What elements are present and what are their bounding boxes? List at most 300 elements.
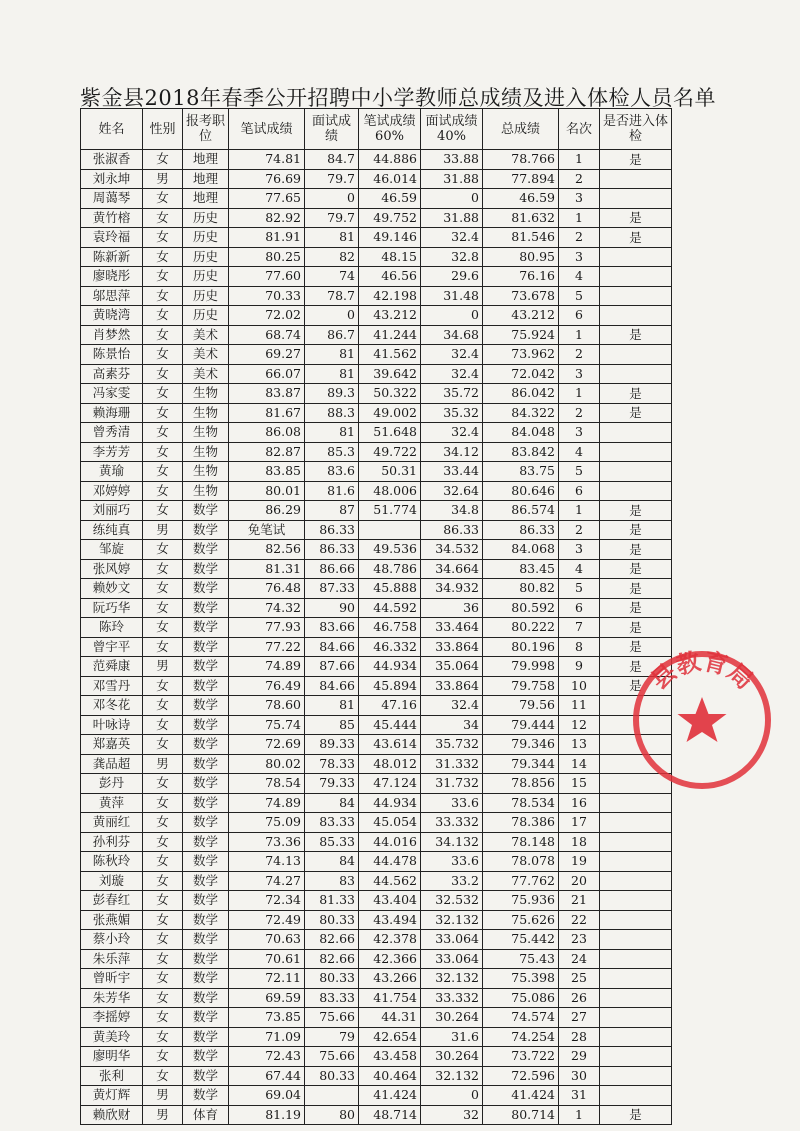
cell-subject: 数学 (183, 1086, 229, 1106)
cell-gender: 女 (143, 1066, 183, 1086)
cell-written-score: 82.92 (229, 208, 305, 228)
cell-total-score: 81.632 (483, 208, 559, 228)
cell-rank: 23 (559, 930, 600, 950)
cell-name: 邓雪丹 (81, 676, 143, 696)
table-row (81, 657, 672, 677)
cell-interview-40: 86.33 (421, 520, 483, 540)
cell-total-score: 75.442 (483, 930, 559, 950)
cell-interview-40: 30.264 (421, 1047, 483, 1067)
cell-physical-exam: 是 (600, 208, 672, 228)
cell-written-score: 74.81 (229, 150, 305, 170)
cell-total-score: 78.078 (483, 852, 559, 872)
cell-physical-exam: 是 (600, 598, 672, 618)
cell-rank: 1 (559, 150, 600, 170)
cell-written-score: 81.19 (229, 1105, 305, 1125)
cell-written-score: 77.22 (229, 637, 305, 657)
cell-total-score: 75.626 (483, 910, 559, 930)
cell-physical-exam (600, 364, 672, 384)
cell-rank: 2 (559, 169, 600, 189)
cell-written-score: 72.43 (229, 1047, 305, 1067)
cell-total-score: 73.722 (483, 1047, 559, 1067)
cell-name: 廖晓彤 (81, 267, 143, 287)
cell-name: 邹旋 (81, 540, 143, 560)
table-row (81, 1027, 672, 1047)
official-seal (627, 645, 777, 795)
cell-written-60: 41.562 (359, 345, 421, 365)
cell-interview-score: 80.33 (305, 969, 359, 989)
cell-written-60: 46.014 (359, 169, 421, 189)
header-total-score: 总成绩 (483, 109, 559, 150)
cell-written-score: 75.74 (229, 715, 305, 735)
cell-rank: 3 (559, 423, 600, 443)
cell-name: 黄丽红 (81, 813, 143, 833)
cell-written-60: 43.212 (359, 306, 421, 326)
cell-written-score: 69.04 (229, 1086, 305, 1106)
cell-written-60: 43.404 (359, 891, 421, 911)
cell-gender: 女 (143, 949, 183, 969)
cell-written-score: 82.87 (229, 442, 305, 462)
cell-written-score: 78.54 (229, 774, 305, 794)
cell-gender: 女 (143, 793, 183, 813)
table-row (81, 696, 672, 716)
cell-rank: 7 (559, 618, 600, 638)
cell-physical-exam: 是 (600, 676, 672, 696)
cell-interview-score: 81 (305, 696, 359, 716)
cell-interview-score: 83.33 (305, 988, 359, 1008)
cell-total-score: 73.678 (483, 286, 559, 306)
cell-written-60: 51.774 (359, 501, 421, 521)
cell-written-60: 42.378 (359, 930, 421, 950)
cell-name: 张淑香 (81, 150, 143, 170)
table-row (81, 637, 672, 657)
table-row (81, 1066, 672, 1086)
cell-gender: 女 (143, 364, 183, 384)
cell-subject: 数学 (183, 1047, 229, 1067)
cell-gender: 女 (143, 189, 183, 209)
cell-written-score: 76.48 (229, 579, 305, 599)
cell-name: 郑嘉英 (81, 735, 143, 755)
cell-subject: 数学 (183, 579, 229, 599)
header-rank: 名次 (559, 109, 600, 150)
cell-interview-40: 32.4 (421, 345, 483, 365)
cell-name: 练纯真 (81, 520, 143, 540)
cell-interview-score: 84 (305, 852, 359, 872)
cell-subject: 数学 (183, 891, 229, 911)
cell-written-score: 86.29 (229, 501, 305, 521)
cell-interview-40: 33.064 (421, 930, 483, 950)
cell-physical-exam (600, 969, 672, 989)
table-row (81, 228, 672, 248)
cell-name: 肖梦然 (81, 325, 143, 345)
cell-interview-score: 84 (305, 793, 359, 813)
cell-written-60 (359, 520, 421, 540)
cell-total-score: 79.344 (483, 754, 559, 774)
cell-written-score: 69.59 (229, 988, 305, 1008)
cell-gender: 女 (143, 969, 183, 989)
cell-interview-40: 35.32 (421, 403, 483, 423)
cell-name: 刘丽巧 (81, 501, 143, 521)
cell-gender: 女 (143, 618, 183, 638)
cell-interview-40: 32.132 (421, 1066, 483, 1086)
cell-written-score: 77.60 (229, 267, 305, 287)
cell-written-60: 40.464 (359, 1066, 421, 1086)
cell-total-score: 80.714 (483, 1105, 559, 1125)
cell-physical-exam (600, 286, 672, 306)
cell-name: 黄灯辉 (81, 1086, 143, 1106)
cell-interview-40: 32.132 (421, 910, 483, 930)
cell-interview-40: 34.12 (421, 442, 483, 462)
cell-subject: 数学 (183, 793, 229, 813)
cell-written-60: 48.006 (359, 481, 421, 501)
cell-written-60: 50.322 (359, 384, 421, 404)
cell-physical-exam: 是 (600, 384, 672, 404)
cell-interview-40: 34.8 (421, 501, 483, 521)
table-row (81, 267, 672, 287)
cell-rank: 31 (559, 1086, 600, 1106)
cell-written-score: 72.02 (229, 306, 305, 326)
table-row (81, 559, 672, 579)
cell-rank: 17 (559, 813, 600, 833)
table-row (81, 442, 672, 462)
cell-name: 刘璇 (81, 871, 143, 891)
cell-subject: 生物 (183, 384, 229, 404)
cell-physical-exam: 是 (600, 559, 672, 579)
cell-rank: 3 (559, 540, 600, 560)
cell-rank: 5 (559, 579, 600, 599)
cell-gender: 男 (143, 754, 183, 774)
cell-subject: 数学 (183, 969, 229, 989)
cell-physical-exam (600, 345, 672, 365)
table-row (81, 150, 672, 170)
cell-subject: 历史 (183, 228, 229, 248)
cell-interview-40: 33.44 (421, 462, 483, 482)
cell-interview-score: 83.33 (305, 813, 359, 833)
cell-subject: 数学 (183, 540, 229, 560)
cell-interview-40: 31.48 (421, 286, 483, 306)
cell-rank: 4 (559, 559, 600, 579)
cell-interview-score: 81 (305, 423, 359, 443)
cell-written-score: 81.91 (229, 228, 305, 248)
cell-interview-40: 33.464 (421, 618, 483, 638)
cell-rank: 25 (559, 969, 600, 989)
table-row (81, 754, 672, 774)
cell-gender: 女 (143, 286, 183, 306)
cell-interview-score: 81 (305, 228, 359, 248)
table-row (81, 169, 672, 189)
cell-name: 邓婷婷 (81, 481, 143, 501)
cell-interview-score: 86.33 (305, 540, 359, 560)
table-row (81, 813, 672, 833)
cell-physical-exam (600, 793, 672, 813)
cell-physical-exam: 是 (600, 657, 672, 677)
cell-interview-score: 79.33 (305, 774, 359, 794)
results-table (80, 108, 672, 1125)
cell-written-60: 48.012 (359, 754, 421, 774)
cell-subject: 数学 (183, 754, 229, 774)
cell-interview-score: 0 (305, 306, 359, 326)
cell-written-score: 73.36 (229, 832, 305, 852)
cell-written-60: 41.424 (359, 1086, 421, 1106)
cell-name: 周蔼琴 (81, 189, 143, 209)
cell-physical-exam (600, 813, 672, 833)
cell-written-score: 80.02 (229, 754, 305, 774)
cell-physical-exam (600, 910, 672, 930)
cell-written-60: 45.888 (359, 579, 421, 599)
cell-gender: 女 (143, 813, 183, 833)
cell-name: 范舜康 (81, 657, 143, 677)
cell-written-60: 49.752 (359, 208, 421, 228)
cell-name: 邓冬花 (81, 696, 143, 716)
cell-written-score: 67.44 (229, 1066, 305, 1086)
cell-subject: 生物 (183, 423, 229, 443)
header-name: 姓名 (81, 109, 143, 150)
cell-name: 廖明华 (81, 1047, 143, 1067)
cell-written-60: 48.15 (359, 247, 421, 267)
table-row (81, 930, 672, 950)
cell-interview-score: 86.7 (305, 325, 359, 345)
cell-total-score: 86.33 (483, 520, 559, 540)
cell-gender: 女 (143, 306, 183, 326)
table-row (81, 540, 672, 560)
cell-total-score: 78.766 (483, 150, 559, 170)
cell-interview-40: 34.68 (421, 325, 483, 345)
table-row (81, 345, 672, 365)
cell-subject: 数学 (183, 988, 229, 1008)
cell-rank: 22 (559, 910, 600, 930)
cell-physical-exam (600, 267, 672, 287)
cell-written-60: 45.894 (359, 676, 421, 696)
cell-interview-score: 0 (305, 189, 359, 209)
cell-subject: 历史 (183, 286, 229, 306)
cell-written-60: 43.458 (359, 1047, 421, 1067)
cell-gender: 女 (143, 735, 183, 755)
cell-total-score: 73.962 (483, 345, 559, 365)
cell-name: 黄竹榕 (81, 208, 143, 228)
cell-subject: 地理 (183, 169, 229, 189)
table-body (81, 150, 672, 1125)
table-row (81, 520, 672, 540)
cell-physical-exam: 是 (600, 325, 672, 345)
cell-name: 冯家雯 (81, 384, 143, 404)
cell-written-60: 44.934 (359, 657, 421, 677)
cell-gender: 女 (143, 891, 183, 911)
cell-name: 阮巧华 (81, 598, 143, 618)
cell-total-score: 75.924 (483, 325, 559, 345)
cell-name: 袁玲福 (81, 228, 143, 248)
cell-written-60: 50.31 (359, 462, 421, 482)
header-written-60: 笔试成绩60% (359, 109, 421, 150)
cell-interview-40: 35.064 (421, 657, 483, 677)
cell-name: 李摇婷 (81, 1008, 143, 1028)
cell-interview-40: 34.532 (421, 540, 483, 560)
cell-total-score: 78.386 (483, 813, 559, 833)
header-subject: 报考职位 (183, 109, 229, 150)
cell-subject: 数学 (183, 1008, 229, 1028)
cell-name: 彭春红 (81, 891, 143, 911)
cell-interview-score: 79.7 (305, 169, 359, 189)
cell-physical-exam (600, 891, 672, 911)
cell-total-score: 83.842 (483, 442, 559, 462)
cell-name: 曾秀清 (81, 423, 143, 443)
cell-subject: 数学 (183, 832, 229, 852)
cell-written-score: 66.07 (229, 364, 305, 384)
cell-interview-40: 33.332 (421, 988, 483, 1008)
cell-written-60: 42.198 (359, 286, 421, 306)
cell-physical-exam (600, 442, 672, 462)
cell-rank: 21 (559, 891, 600, 911)
cell-interview-40: 32.8 (421, 247, 483, 267)
table-row (81, 949, 672, 969)
cell-rank: 29 (559, 1047, 600, 1067)
cell-rank: 6 (559, 598, 600, 618)
cell-total-score: 43.212 (483, 306, 559, 326)
cell-gender: 女 (143, 423, 183, 443)
cell-rank: 6 (559, 481, 600, 501)
cell-gender: 女 (143, 442, 183, 462)
cell-rank: 2 (559, 520, 600, 540)
cell-interview-40: 32.532 (421, 891, 483, 911)
cell-written-score: 74.27 (229, 871, 305, 891)
cell-name: 赖妙文 (81, 579, 143, 599)
cell-rank: 26 (559, 988, 600, 1008)
cell-written-60: 45.444 (359, 715, 421, 735)
cell-written-score: 73.85 (229, 1008, 305, 1028)
cell-name: 彭丹 (81, 774, 143, 794)
cell-interview-40: 33.864 (421, 676, 483, 696)
table-row (81, 891, 672, 911)
cell-interview-score: 81 (305, 364, 359, 384)
cell-physical-exam: 是 (600, 520, 672, 540)
table-row (81, 208, 672, 228)
cell-interview-score: 90 (305, 598, 359, 618)
cell-total-score: 79.56 (483, 696, 559, 716)
cell-interview-score: 84.66 (305, 637, 359, 657)
cell-interview-score: 79 (305, 1027, 359, 1047)
cell-written-score: 77.65 (229, 189, 305, 209)
cell-subject: 美术 (183, 345, 229, 365)
table-row (81, 189, 672, 209)
cell-rank: 11 (559, 696, 600, 716)
cell-rank: 3 (559, 364, 600, 384)
cell-total-score: 83.75 (483, 462, 559, 482)
cell-physical-exam (600, 247, 672, 267)
cell-gender: 女 (143, 852, 183, 872)
cell-written-60: 49.002 (359, 403, 421, 423)
cell-gender: 女 (143, 774, 183, 794)
cell-name: 陈秋玲 (81, 852, 143, 872)
cell-interview-40: 32.132 (421, 969, 483, 989)
cell-total-score: 80.592 (483, 598, 559, 618)
cell-interview-40: 34.132 (421, 832, 483, 852)
cell-name: 陈景怡 (81, 345, 143, 365)
cell-gender: 女 (143, 228, 183, 248)
cell-written-score: 81.67 (229, 403, 305, 423)
cell-subject: 数学 (183, 501, 229, 521)
cell-rank: 30 (559, 1066, 600, 1086)
cell-written-60: 46.758 (359, 618, 421, 638)
cell-interview-score: 85 (305, 715, 359, 735)
cell-written-score: 70.33 (229, 286, 305, 306)
table-row (81, 462, 672, 482)
cell-interview-score: 81.6 (305, 481, 359, 501)
cell-name: 陈新新 (81, 247, 143, 267)
cell-written-60: 48.714 (359, 1105, 421, 1125)
cell-interview-40: 29.6 (421, 267, 483, 287)
cell-interview-40: 32 (421, 1105, 483, 1125)
cell-name: 邬思萍 (81, 286, 143, 306)
cell-physical-exam: 是 (600, 540, 672, 560)
cell-written-score: 74.32 (229, 598, 305, 618)
cell-interview-score: 80.33 (305, 1066, 359, 1086)
table-row (81, 1047, 672, 1067)
cell-written-60: 46.332 (359, 637, 421, 657)
cell-written-60: 49.722 (359, 442, 421, 462)
cell-gender: 女 (143, 501, 183, 521)
cell-written-score: 71.09 (229, 1027, 305, 1047)
cell-physical-exam (600, 871, 672, 891)
cell-rank: 4 (559, 442, 600, 462)
cell-total-score: 84.048 (483, 423, 559, 443)
cell-physical-exam: 是 (600, 1105, 672, 1125)
cell-physical-exam (600, 169, 672, 189)
cell-interview-score: 74 (305, 267, 359, 287)
cell-rank: 13 (559, 735, 600, 755)
cell-subject: 体育 (183, 1105, 229, 1125)
table-row (81, 969, 672, 989)
cell-physical-exam (600, 930, 672, 950)
table-row (81, 774, 672, 794)
cell-rank: 3 (559, 189, 600, 209)
cell-total-score: 75.398 (483, 969, 559, 989)
cell-interview-score: 86.66 (305, 559, 359, 579)
cell-interview-40: 30.264 (421, 1008, 483, 1028)
cell-rank: 19 (559, 852, 600, 872)
cell-physical-exam (600, 481, 672, 501)
cell-written-score: 82.56 (229, 540, 305, 560)
header-interview-score: 面试成绩 (305, 109, 359, 150)
cell-subject: 地理 (183, 150, 229, 170)
cell-rank: 15 (559, 774, 600, 794)
cell-interview-score: 75.66 (305, 1047, 359, 1067)
cell-total-score: 84.068 (483, 540, 559, 560)
cell-interview-score: 82 (305, 247, 359, 267)
cell-gender: 女 (143, 832, 183, 852)
cell-rank: 2 (559, 345, 600, 365)
cell-gender: 女 (143, 1047, 183, 1067)
cell-interview-40: 32.4 (421, 228, 483, 248)
cell-subject: 历史 (183, 306, 229, 326)
cell-subject: 数学 (183, 949, 229, 969)
cell-written-60: 44.478 (359, 852, 421, 872)
cell-physical-exam (600, 462, 672, 482)
cell-interview-score: 75.66 (305, 1008, 359, 1028)
cell-rank: 12 (559, 715, 600, 735)
cell-rank: 10 (559, 676, 600, 696)
cell-physical-exam: 是 (600, 637, 672, 657)
cell-interview-score: 83.66 (305, 618, 359, 638)
cell-written-score: 76.49 (229, 676, 305, 696)
table-header-row (81, 109, 672, 150)
cell-physical-exam (600, 852, 672, 872)
cell-subject: 数学 (183, 1066, 229, 1086)
cell-written-60: 44.016 (359, 832, 421, 852)
cell-total-score: 74.254 (483, 1027, 559, 1047)
table-row (81, 481, 672, 501)
table-row (81, 423, 672, 443)
cell-subject: 历史 (183, 247, 229, 267)
cell-physical-exam (600, 1066, 672, 1086)
cell-total-score: 72.042 (483, 364, 559, 384)
